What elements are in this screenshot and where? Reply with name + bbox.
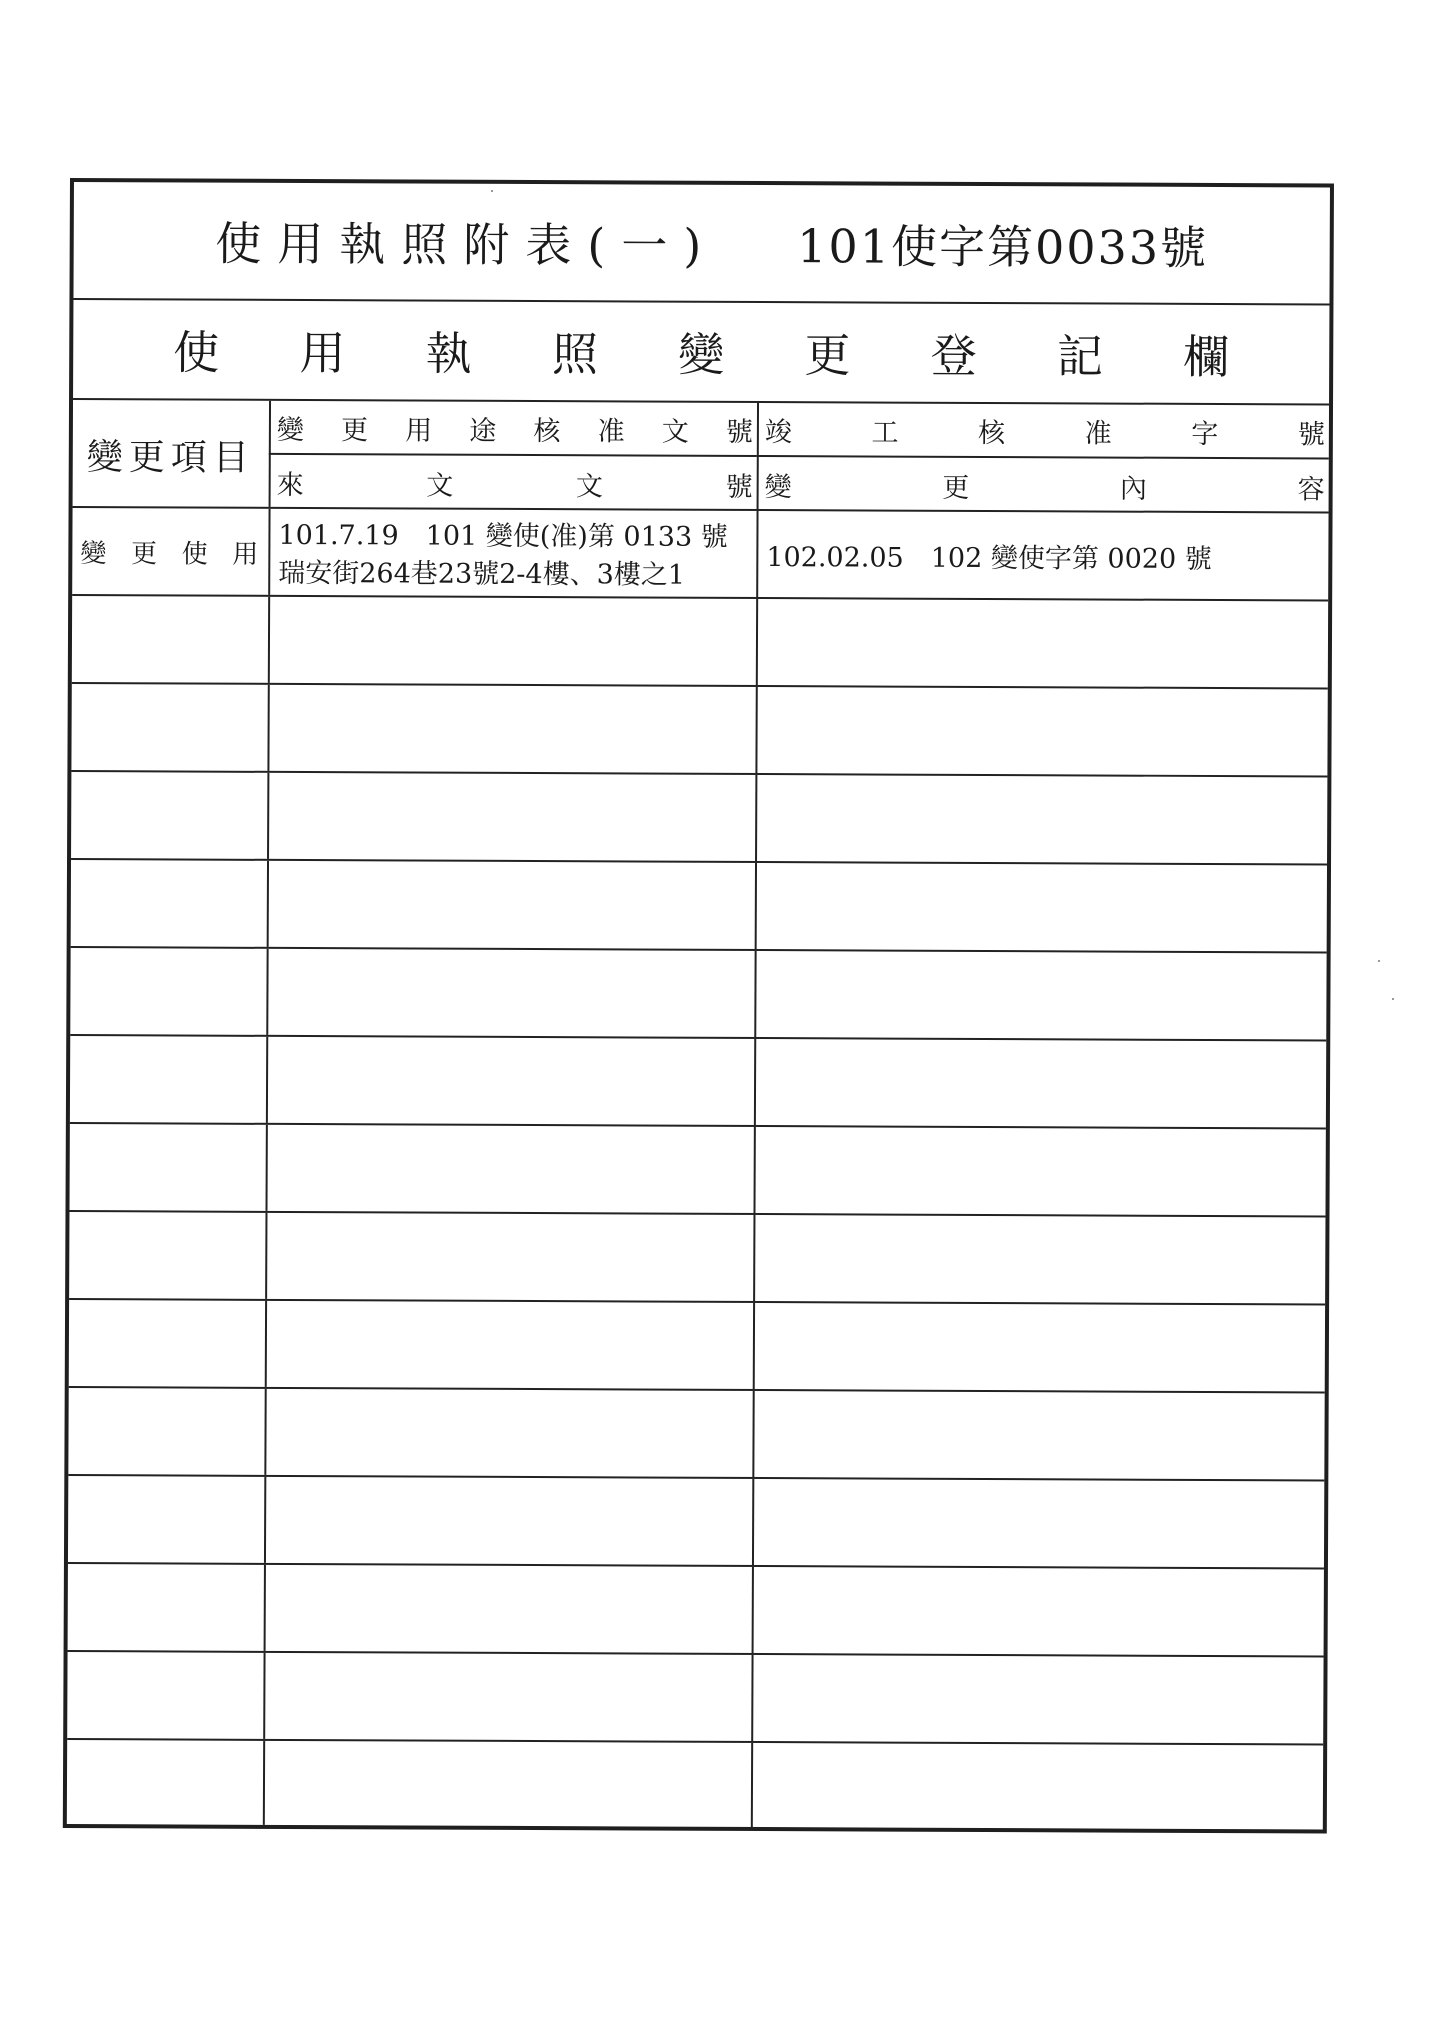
item-char: 變	[80, 538, 107, 569]
column-divider	[268, 597, 270, 683]
completion-approval-number: 102.02.05 102 變使字第 0020 號	[766, 541, 1212, 575]
column-divider	[267, 773, 269, 859]
header-char: 准	[1084, 417, 1112, 450]
table-row	[71, 684, 1327, 777]
column-divider	[265, 1301, 267, 1387]
table-row	[72, 596, 1328, 689]
document-title: 使用執照附表(一)	[215, 216, 718, 273]
table-row	[71, 860, 1327, 953]
header-completion-approval-no	[757, 403, 1329, 459]
column-divider	[266, 949, 268, 1035]
column-divider	[265, 1213, 267, 1299]
license-number: 101使字第0033號	[797, 219, 1209, 275]
column-divider	[755, 687, 757, 773]
approval-doc-cell	[268, 509, 756, 597]
header-char: 容	[1297, 473, 1325, 505]
heading-char: 變	[678, 327, 725, 382]
header-change-item: 變更項目	[86, 436, 255, 479]
column-divider	[752, 1567, 754, 1653]
header-char: 核	[978, 417, 1006, 449]
item-char: 使	[181, 538, 208, 570]
heading-char: 更	[804, 328, 851, 383]
column-divider	[266, 1037, 268, 1123]
column-divider	[264, 1477, 266, 1563]
scan-speck	[491, 190, 493, 192]
header-char: 字	[1191, 418, 1219, 450]
header-char: 來	[276, 469, 304, 501]
table-row	[70, 1036, 1326, 1129]
heading-char: 照	[551, 327, 599, 382]
column-divider	[753, 1127, 755, 1213]
column-divider	[755, 775, 757, 861]
header-char: 更	[340, 414, 369, 446]
column-divider	[267, 685, 269, 771]
header-char: 文	[426, 470, 454, 502]
subtitle-row	[73, 300, 1329, 405]
header-char: 核	[533, 415, 561, 447]
license-appendix-sheet	[63, 178, 1334, 1833]
header-change-content	[757, 457, 1329, 513]
item-char: 更	[130, 538, 158, 569]
table-row	[70, 948, 1326, 1041]
table-row	[67, 1740, 1323, 1829]
heading-char: 用	[299, 326, 346, 381]
table-row	[67, 1652, 1323, 1745]
completion-approval-cell	[756, 511, 1328, 599]
column-divider	[753, 1303, 755, 1389]
column-divider	[754, 951, 756, 1037]
heading-char: 使	[173, 325, 220, 380]
table-row	[69, 1124, 1325, 1217]
column-divider	[265, 1125, 267, 1211]
table-row	[69, 1300, 1325, 1393]
section-heading	[73, 316, 1329, 387]
header-char: 工	[871, 416, 899, 449]
scan-speck	[1392, 998, 1394, 1000]
header-char: 途	[469, 415, 497, 447]
header-char: 准	[597, 415, 625, 447]
header-char: 更	[942, 472, 970, 504]
table-row	[68, 1476, 1324, 1569]
column-divider	[263, 1741, 265, 1825]
item-char: 用	[232, 539, 259, 570]
column-divider	[755, 863, 757, 949]
column-divider	[752, 1479, 754, 1565]
table-row	[71, 772, 1327, 865]
table-header	[73, 400, 1329, 513]
column-divider	[751, 1743, 753, 1827]
header-char: 文	[575, 470, 604, 502]
header-char: 用	[405, 414, 433, 447]
title-row	[73, 182, 1330, 305]
table-row	[68, 1388, 1324, 1481]
column-divider	[263, 1653, 265, 1739]
scan-speck	[1378, 960, 1380, 962]
heading-char: 欄	[1183, 329, 1230, 385]
header-char: 竣	[764, 416, 792, 448]
address-text: 瑞安街264巷23號2-4樓、3樓之1	[278, 557, 686, 591]
heading-char: 記	[1056, 329, 1104, 384]
header-char: 變	[276, 414, 304, 446]
header-approval-doc-no	[269, 401, 757, 457]
column-divider	[752, 1391, 754, 1477]
column-divider	[264, 1565, 266, 1651]
column-divider	[756, 599, 758, 685]
heading-char: 執	[425, 326, 472, 381]
column-divider	[753, 1215, 755, 1301]
header-char: 號	[725, 416, 753, 448]
header-incoming-doc-no	[269, 455, 757, 511]
column-divider	[751, 1655, 753, 1741]
change-item-cell	[72, 508, 268, 595]
table-row	[72, 508, 1328, 601]
header-char: 文	[661, 416, 689, 448]
column-divider	[267, 861, 269, 947]
column-divider	[754, 1039, 756, 1125]
heading-char: 登	[930, 328, 977, 383]
table-row	[68, 1564, 1324, 1657]
header-char: 變	[764, 471, 792, 503]
approval-doc-number: 101.7.19 101 變使(准)第 0133 號	[278, 519, 728, 553]
header-char: 內	[1119, 473, 1148, 505]
column-divider	[264, 1389, 266, 1475]
header-char: 號	[1297, 418, 1325, 450]
table-row	[69, 1212, 1325, 1305]
header-char: 號	[725, 471, 753, 503]
